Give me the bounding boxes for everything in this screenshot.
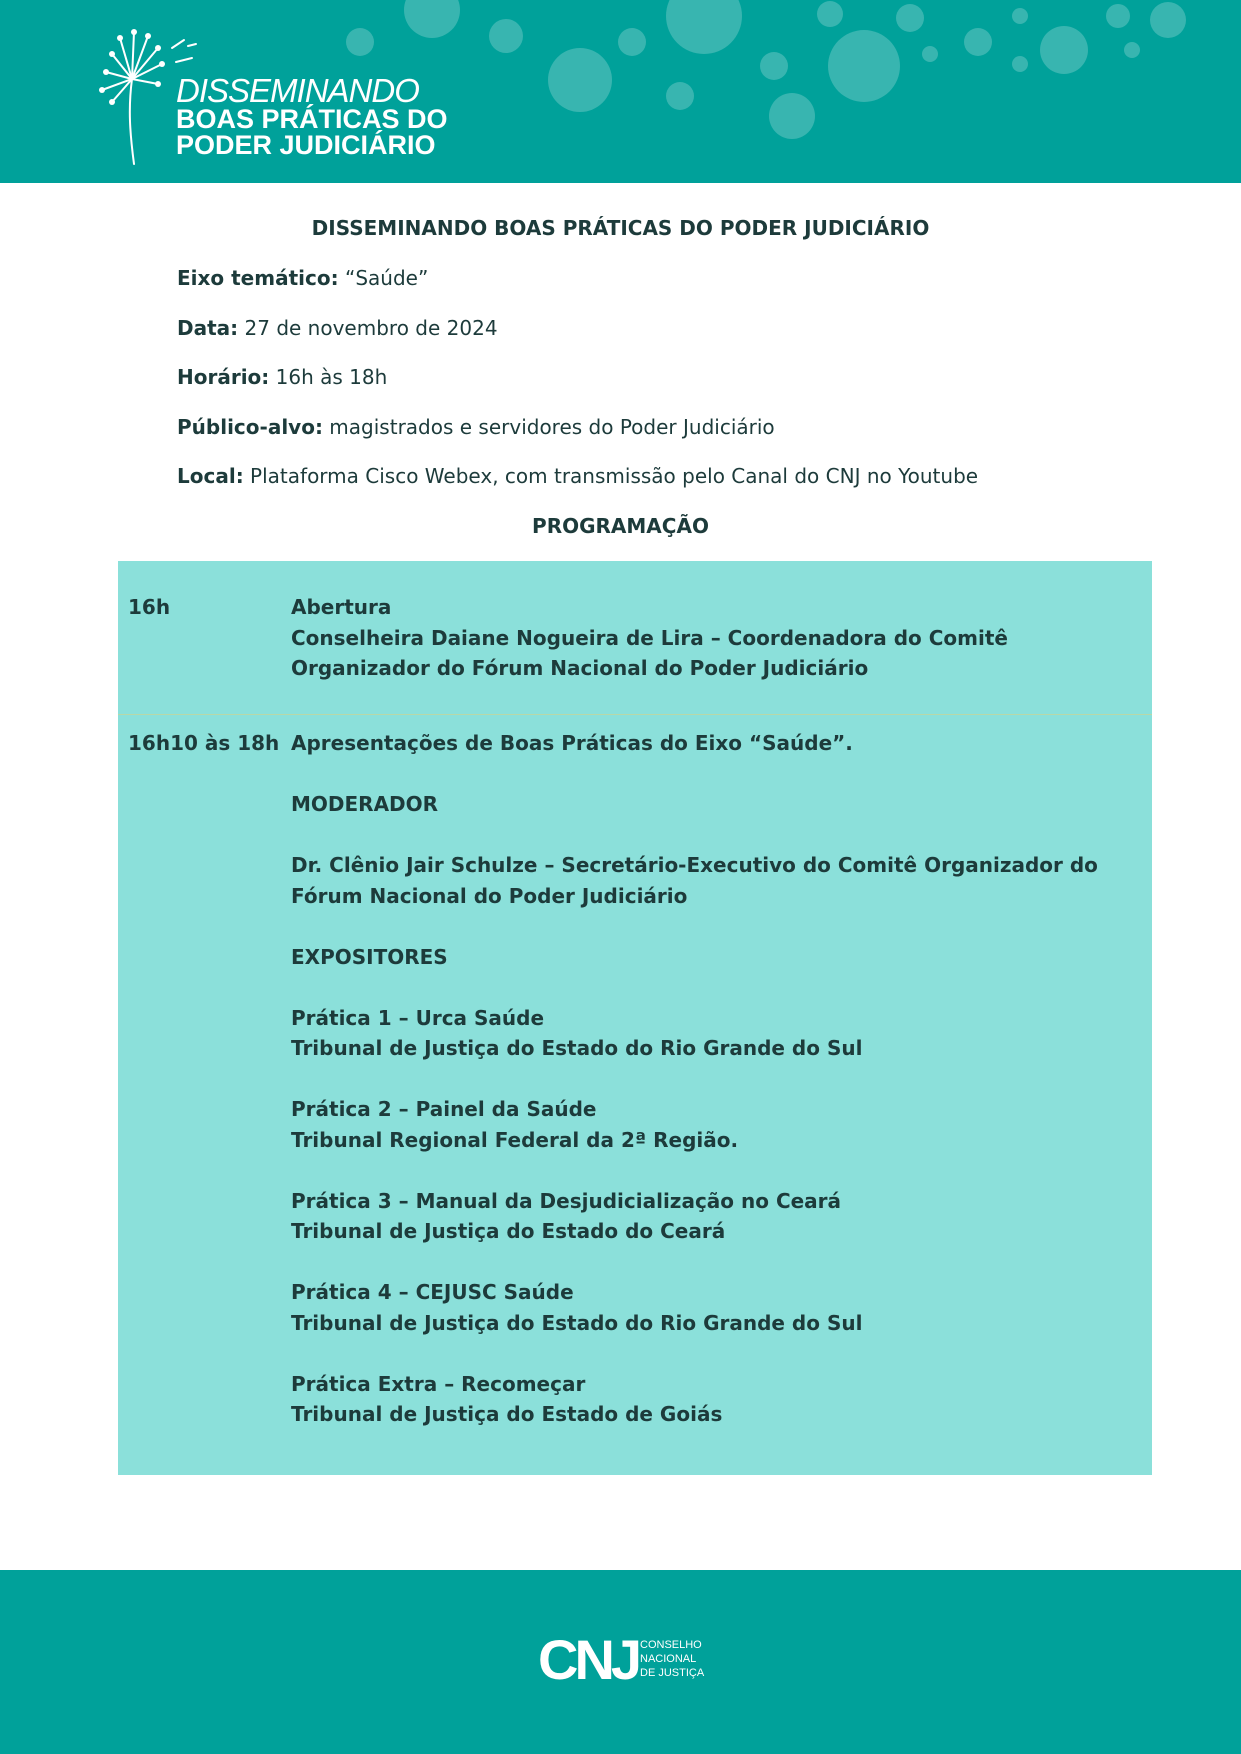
info-value: “Saúde” [338,266,429,290]
program-title: PROGRAMAÇÃO [532,514,709,538]
logo-line-1: DISSEMINANDO [176,72,419,109]
cnj-logo-word: CNJ [538,1628,639,1691]
schedule-table [118,561,1152,1475]
schedule-row-presentations [118,715,1152,1475]
info-label: Data: [177,315,239,340]
schedule-description [291,592,1136,684]
session-title: Abertura [291,595,392,619]
cnj-sub-line: CONSELHO [640,1639,702,1651]
presenters-heading: EXPOSITORES [291,944,448,969]
info-label: Eixo temático: [177,266,339,290]
moderator-name: Dr. Clênio Jair Schulze – Secretário-Executivo do Comitê Organizador do Fórum Nacional do Poder Judiciário [291,853,1098,908]
practice-name: Prática 4 – CEJUSC Saúde [291,1280,574,1304]
document-title: DISSEMINANDO BOAS PRÁTICAS DO PODER JUDICIÁRIO [311,216,930,240]
cnj-sub-line: NACIONAL [640,1653,697,1665]
cnj-logo [538,1630,708,1690]
info-row-time [177,362,978,412]
info-row-theme [177,263,978,313]
cnj-sub-line: DE JUSTIÇA [640,1667,705,1679]
info-value: 27 de novembro de 2024 [238,315,498,340]
practice-name: Prática Extra – Recomeçar [291,1371,586,1396]
session-title: Apresentações de Boas Práticas do Eixo “Saúde”. [291,731,853,755]
info-value: 16h às 18h [269,365,388,389]
event-info [177,263,978,511]
practice-court: Tribunal de Justiça do Estado do Rio Grande do Sul [291,1036,863,1060]
practice-court: Tribunal de Justiça do Estado de Goiás [291,1402,723,1426]
cnj-logo-subtitle [640,1638,720,1680]
schedule-time: 16h [128,595,171,619]
disseminando-logo [92,14,492,174]
logo-text [176,72,448,160]
schedule-description [291,728,1136,1430]
info-label: Horário: [177,365,270,389]
moderator-heading: MODERADOR [291,792,439,816]
footer-banner [0,1570,1241,1754]
practice-name: Prática 3 – Manual da Desjudicialização no Ceará [291,1188,842,1213]
session-speaker: Conselheira Daiane Nogueira de Lira – Coordenadora do Comitê Organizador do Fórum Nacional do Poder Judiciário [291,625,1008,680]
schedule-row-opening [118,561,1152,715]
practice-court: Tribunal de Justiça do Estado do Ceará [291,1219,726,1243]
info-row-location [177,461,978,511]
info-row-audience [177,412,978,462]
practice-court: Tribunal de Justiça do Estado do Rio Grande do Sul [291,1310,863,1335]
info-value: Plataforma Cisco Webex, com transmissão pelo Canal do CNJ no Youtube [243,464,979,488]
info-value: magistrados e servidores do Poder Judiciário [322,414,775,439]
info-label: Local: [177,464,244,488]
practice-name: Prática 2 – Painel da Saúde [291,1097,597,1121]
schedule-time: 16h10 às 18h [128,731,280,755]
info-label: Público-alvo: [177,414,323,439]
logo-line-3: PODER JUDICIÁRIO [176,130,436,160]
practice-court: Tribunal Regional Federal da 2ª Região. [291,1127,739,1152]
header-banner [0,0,1241,183]
practice-name: Prática 1 – Urca Saúde [291,1005,545,1030]
logo-line-2: BOAS PRÁTICAS DO [176,104,448,134]
info-row-date [177,313,978,363]
